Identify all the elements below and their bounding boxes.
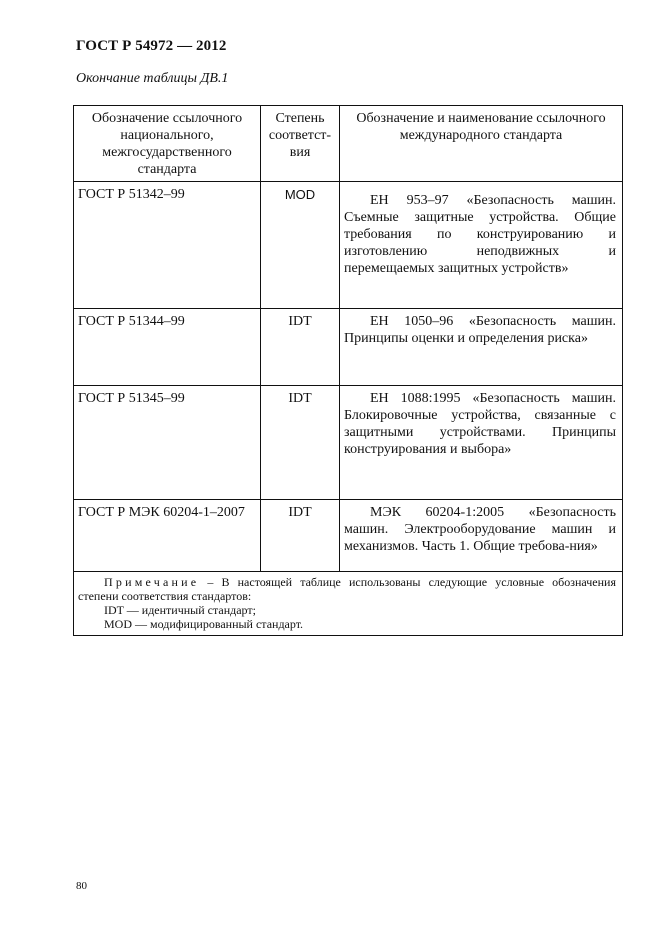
table-note bbox=[74, 572, 623, 636]
column-header-degree: Степень соответст-вия bbox=[261, 106, 340, 182]
column-header-international-standard: Обозначение и наименование ссылочного международного стандарта bbox=[340, 106, 623, 182]
table-caption: Окончание таблицы ДВ.1 bbox=[76, 71, 229, 86]
international-standard-cell: ЕН 953–97 «Безопасность машин. Съемные защитные устройства. Общие требования по конструированию и изготовлению неподвижных и перемещаемых защитных устройств» bbox=[340, 182, 623, 309]
note-item-mod: MOD — модифицированный стандарт. bbox=[104, 617, 304, 631]
degree-cell: IDT bbox=[261, 386, 340, 500]
table-header-row bbox=[74, 106, 623, 182]
international-standard-cell: ЕН 1088:1995 «Безопасность машин. Блокировочные устройства, связанные с защитными устройствами. Принципы конструирования и выбора» bbox=[340, 386, 623, 500]
note-text: – В настоящей таблице использованы следующие условные обозначения степени соответствия стандартов: bbox=[78, 575, 616, 603]
note-item-idt: IDT — идентичный стандарт; bbox=[104, 603, 256, 617]
table-row bbox=[74, 386, 623, 500]
table-row bbox=[74, 309, 623, 386]
national-standard-cell: ГОСТ Р МЭК 60204-1–2007 bbox=[74, 500, 261, 572]
international-standard-cell: ЕН 1050–96 «Безопасность машин. Принципы оценки и определения риска» bbox=[340, 309, 623, 386]
note-label: Примечание bbox=[104, 575, 200, 589]
national-standard-cell: ГОСТ Р 51344–99 bbox=[74, 309, 261, 386]
standards-correspondence-table bbox=[73, 105, 623, 636]
degree-cell: MOD bbox=[261, 182, 340, 309]
document-code-header: ГОСТ Р 54972 — 2012 bbox=[76, 38, 227, 54]
national-standard-cell: ГОСТ Р 51345–99 bbox=[74, 386, 261, 500]
table-note-row bbox=[74, 572, 623, 636]
international-standard-cell: МЭК 60204-1:2005 «Безопасность машин. Электрооборудование машин и механизмов. Часть 1. Общие требова-ния» bbox=[340, 500, 623, 572]
table-row bbox=[74, 182, 623, 309]
note-intro bbox=[78, 575, 616, 603]
table-row bbox=[74, 500, 623, 572]
national-standard-cell: ГОСТ Р 51342–99 bbox=[74, 182, 261, 309]
degree-cell: IDT bbox=[261, 309, 340, 386]
degree-cell: IDT bbox=[261, 500, 340, 572]
column-header-national-standard: Обозначение ссылочного национального, межгосударственного стандарта bbox=[74, 106, 261, 182]
page-number: 80 bbox=[76, 880, 87, 892]
